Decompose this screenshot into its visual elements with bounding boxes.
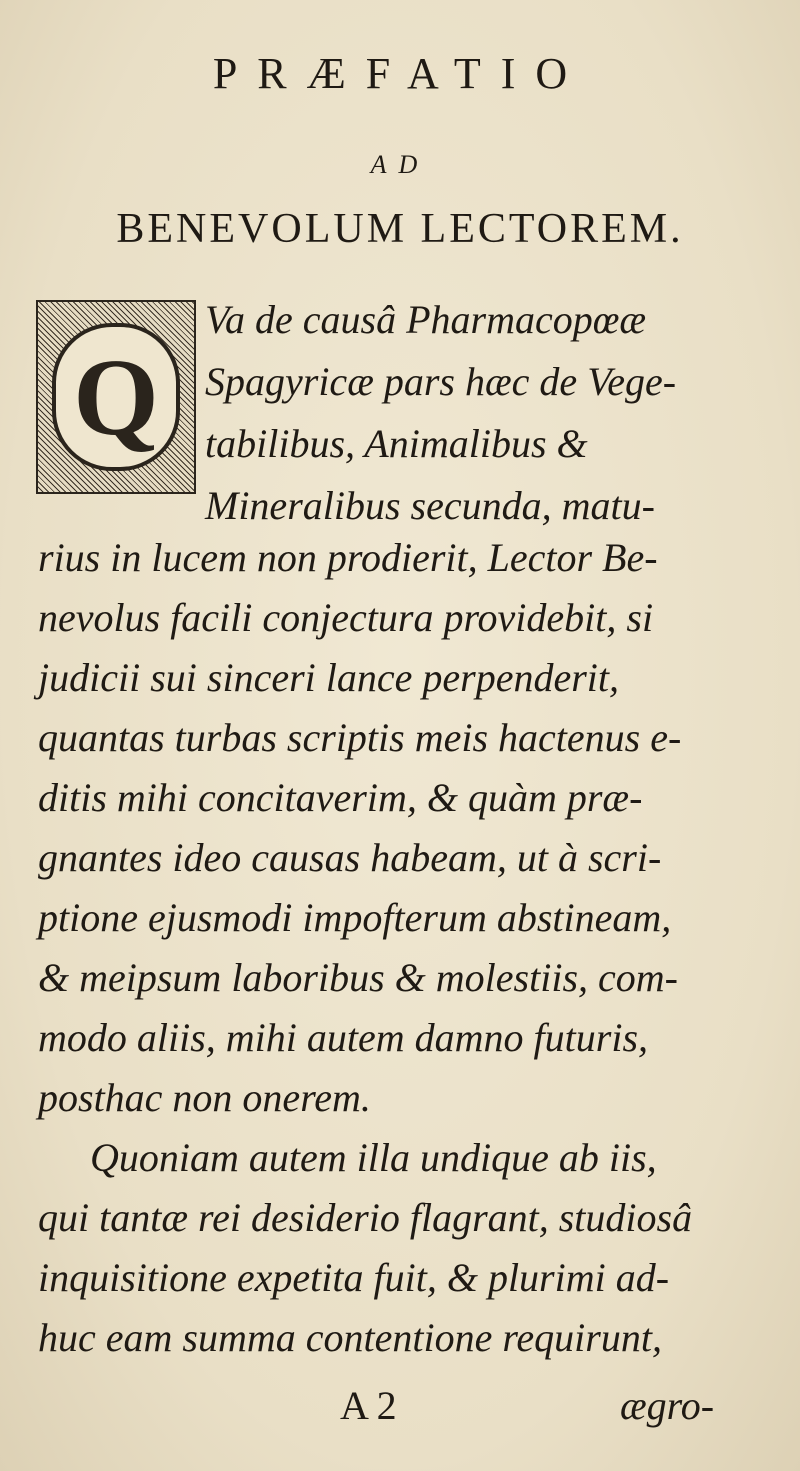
- text-line-15: Quoniam autem illa undique ab iis,: [90, 1135, 657, 1180]
- text-line-8: quantas turbas scriptis meis hactenus e-: [38, 715, 682, 760]
- text-line-12: & meipsum laboribus & molestiis, com-: [38, 955, 678, 1000]
- preface-subtitle: BENEVOLUM LECTOREM.: [116, 206, 684, 252]
- initial-letter: Q: [52, 323, 180, 471]
- text-line-17: inquisitione expetita fuit, & plurimi ad-: [38, 1255, 670, 1300]
- text-line-1: Va de causâ Pharmacopœæ: [205, 297, 647, 342]
- preface-ad: AD: [370, 150, 430, 179]
- text-line-18: huc eam summa contentione requirunt,: [38, 1315, 662, 1360]
- preface-title: PRÆFATIO: [212, 49, 588, 98]
- signature-mark: A 2: [340, 1383, 397, 1428]
- text-line-9: ditis mihi concitaverim, & quàm præ-: [38, 775, 643, 820]
- text-line-3: tabilibus, Animalibus &: [205, 421, 588, 466]
- text-line-10: gnantes ideo causas habeam, ut à scri-: [38, 835, 662, 880]
- text-line-7: judicii sui sinceri lance perpenderit,: [38, 655, 619, 700]
- decorated-initial: [36, 300, 196, 494]
- text-line-11: ptione ejusmodi impofterum abstineam,: [38, 895, 672, 940]
- text-line-16: qui tantæ rei desiderio flagrant, studiosâ: [38, 1195, 693, 1240]
- text-line-6: nevolus facili conjectura providebit, si: [38, 595, 654, 640]
- catchword: ægro-: [620, 1383, 715, 1428]
- text-line-4: Mineralibus secunda, matu-: [205, 483, 655, 528]
- text-line-5: rius in lucem non prodierit, Lector Be-: [38, 535, 658, 580]
- text-line-2: Spagyricæ pars hæc de Vege-: [205, 359, 677, 404]
- text-line-14: posthac non onerem.: [38, 1075, 371, 1120]
- text-line-13: modo aliis, mihi autem damno futuris,: [38, 1015, 649, 1060]
